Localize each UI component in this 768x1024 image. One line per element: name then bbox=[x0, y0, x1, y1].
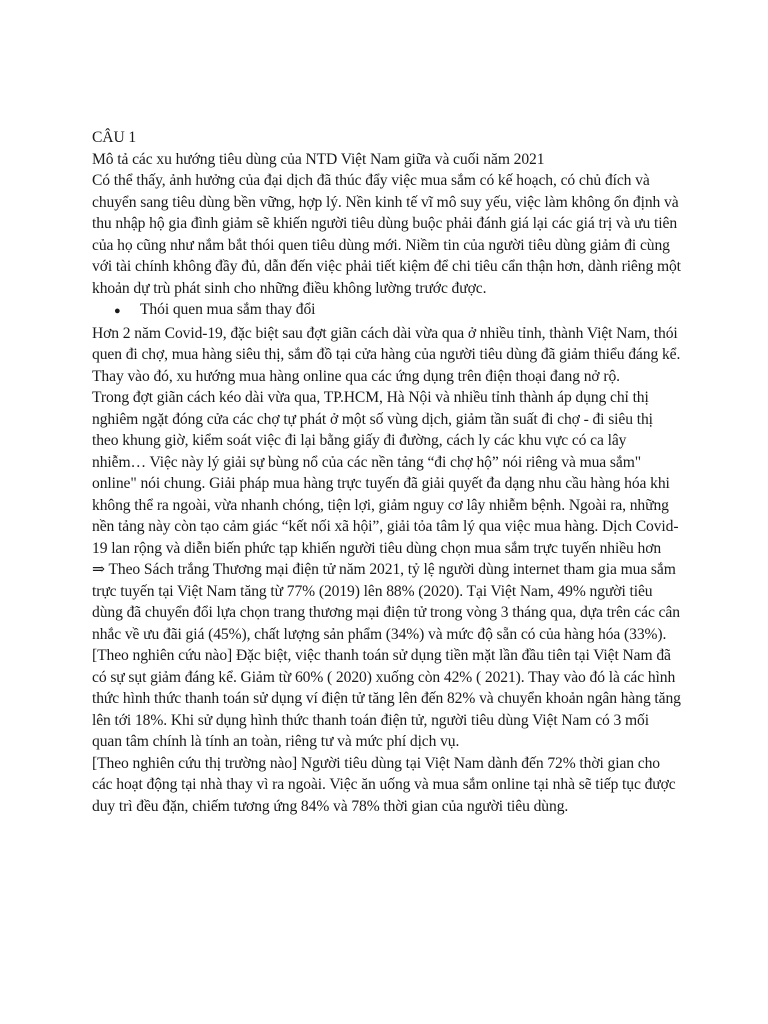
bullet-text: Thói quen mua sắm thay đổi bbox=[140, 301, 316, 318]
question-subheading: Mô tả các xu hướng tiêu dùng của NTD Việt Nam giữa và cuối năm 2021 bbox=[92, 150, 545, 168]
bullet-dot-icon: ● bbox=[114, 305, 121, 317]
document-content bbox=[92, 127, 682, 817]
bullet-item bbox=[92, 299, 682, 323]
body-paragraph-covid: Hơn 2 năm Covid-19, đặc biệt sau đợt giãn cách dài vừa qua ở nhiều tỉnh, thành Việt Nam, thói quen đi chợ, mua hàng siêu thị, sắm đồ tại cửa hàng của người tiêu dùng đã giảm thiểu đáng kể. Thay vào đó, xu hướng mua hàng online qua các ứng dụng trên điện thoại đang nở rộ. bbox=[92, 324, 681, 385]
body-paragraph-ecommerce-whitepaper: ⇒ Theo Sách trắng Thương mại điện tử năm 2021, tỷ lệ người dùng internet tham gia mua sắm trực tuyến tại Việt Nam tăng từ 77% (2019) lên 88% (2020). Tại Việt Nam, 49% người tiêu dùng đã chuyển đổi lựa chọn trang thương mại điện tử trong vòng 3 tháng qua, dựa trên các cân nhắc về ưu đãi giá (45%), chất lượng sản phẩm (34%) và mức độ sẵn có của hàng hóa (33%). bbox=[92, 561, 680, 643]
body-paragraph-home-time: [Theo nghiên cứu thị trường nào] Người tiêu dùng tại Việt Nam dành đến 72% thời gian cho các hoạt động tại nhà thay vì ra ngoài. Việc ăn uống và mua sắm online tại nhà sẽ tiếp tục được duy trì đều đặn, chiếm tương ứng 84% và 78% thời gian của người tiêu dùng. bbox=[92, 754, 676, 815]
body-paragraph-payment: [Theo nghiên cứu nào] Đặc biệt, việc thanh toán sử dụng tiền mặt lần đầu tiên tại Việt Nam đã có sự sụt giảm đáng kể. Giảm từ 60% ( 2020) xuống còn 42% ( 2021). Thay vào đó là các hình thức hình thức thanh toán sử dụng ví điện tử tăng lên đến 82% và chuyển khoản ngân hàng tăng lên tới 18%. Khi sử dụng hình thức thanh toán điện tử, người tiêu dùng Việt Nam có 3 mối quan tâm chính là tính an toàn, riêng tư và mức phí dịch vụ. bbox=[92, 647, 681, 750]
body-paragraph-lockdown: Trong đợt giãn cách kéo dài vừa qua, TP.HCM, Hà Nội và nhiều tỉnh thành áp dụng chỉ thị nghiêm ngặt đóng cửa các chợ tự phát ở một số vùng dịch, giảm tần suất đi chợ - đi siêu thị theo khung giờ, kiểm soát việc đi lại bằng giấy đi đường, cách ly các khu vực có ca lây nhiễm… Việc này lý giải sự bùng nổ của các nền tảng “đi chợ hộ” nói riêng và mua sắm" online" nói chung. Giải pháp mua hàng trực tuyến đã giải quyết đa dạng nhu cầu hàng hóa khi không thể ra ngoài, vừa nhanh chóng, tiện lợi, giảm nguy cơ lây nhiễm bệnh. Ngoài ra, những nền tảng này còn tạo cảm giác “kết nối xã hội”, giải tỏa tâm lý qua việc mua hàng. Dịch Covid-19 lan rộng và diễn biến phức tạp khiến người tiêu dùng chọn mua sắm trực tuyến nhiều hơn bbox=[92, 389, 679, 557]
intro-paragraph: Có thể thấy, ảnh hưởng của đại dịch đã thúc đẩy việc mua sắm có kế hoạch, có chủ đích và chuyển sang tiêu dùng bền vững, hợp lý. Nền kinh tế vĩ mô suy yếu, việc làm không ổn định và thu nhập hộ gia đình giảm sẽ khiến người tiêu dùng buộc phải đánh giá lại các giá trị và ưu tiên của họ cũng như nắm bắt thói quen tiêu dùng mới. Niềm tin của người tiêu dùng giảm đi cùng với tài chính không đầy đủ, dẫn đến việc phải tiết kiệm để chi tiêu cẩn thận hơn, dành riêng một khoản dự trù phát sinh cho những điều không lường trước được. bbox=[92, 172, 681, 297]
question-heading: CÂU 1 bbox=[92, 129, 137, 146]
